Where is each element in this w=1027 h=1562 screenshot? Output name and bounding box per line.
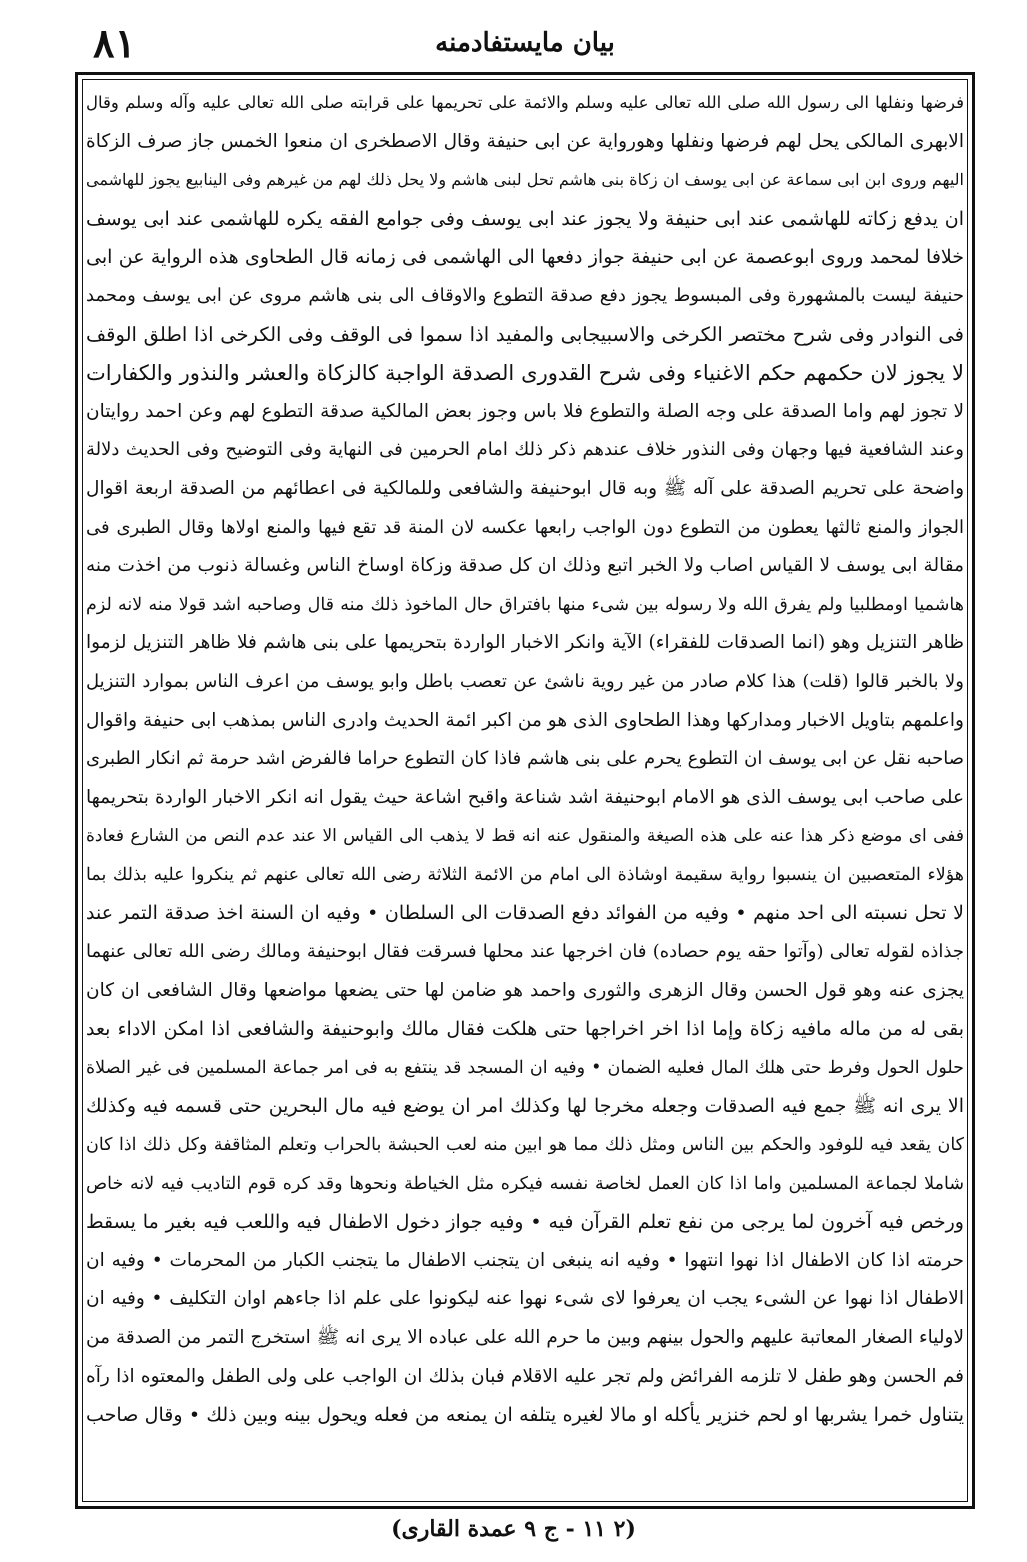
text-line: بقى له من ماله مافيه زكاة وإما اذا اخر اخراجها حتى هلكت فقال مالك وابوحنيفة والشافعى اذا امكن الاداء بعد (86, 1018, 964, 1041)
text-line: على صاحب ابى يوسف الذى هو الامام ابوحنيفة اشد شناعة واقبح اشاعة حيث يقول انه انكر الاخبار الواردة بتحريمها (86, 786, 964, 808)
body-text (86, 84, 964, 1435)
text-line: لا تحل نسبته الى احد منهم • وفيه من الفوائد دفع الصدقات الى السلطان • وفيه ان السنة اخذ صدقة التمر عند (86, 902, 964, 925)
text-line: ان يدفع زكاته للهاشمى عند ابى حنيفة ولا يجوز عند ابى يوسف وفى جوامع الفقه يكره للهاشمى عند ابى يوسف (86, 207, 964, 230)
running-title: بيان مايستفادمنه (435, 28, 615, 58)
text-line: واعلمهم بتاويل الاخبار ومداركها وهذا الطحاوى الذى هو من اكبر ائمة الحديث وادرى الناس بمذهب ابى حنيفة واقوال (86, 709, 964, 731)
page-footer: (٢ ١١ - ج ٩ عمدة القارى) (391, 1516, 636, 1542)
text-line: صاحبه نقل عن ابى يوسف ان التطوع يحرم على بنى هاشم فاذا كان التطوع حراما فالفرض اشد حرمة ثم انكار الطبرى (86, 748, 964, 770)
text-line: خلافا لمحمد وروى ابوعصمة عن ابى حنيفة جواز دفعها الى الهاشمى فى زمانه قال الطحاوى هذه الرواية عن ابى (86, 246, 964, 269)
text-line: حلول الحول وفرط حتى هلك المال فعليه الضمان • وفيه ان المسجد قد ينتفع به فى امر جماعة المسلمين فى غير الصلاة (86, 1057, 964, 1078)
text-line: الاطفال اذا نهوا عن الشىء يجب ان يعرفوا لاى شىء نهوا عنه ليكونوا على علم اذا جاءهم اوان التكليف • وفيه ان (86, 1288, 964, 1310)
page-number: ٨١ (93, 20, 136, 67)
text-line: كان يقعد فيه للوفود والحكم بين الناس ومثل ذلك مما هو ابين منه لعب الحبشة بالحراب وتعلم المثاقفة وكل ذلك اذا كان (86, 1135, 964, 1156)
text-line: لاولياء الصغار المعاتبة عليهم والحول بينهم وبين ما حرم الله على عباده الا يرى انه ﷺ استخرج التمر من الصدقة من (86, 1327, 964, 1348)
text-line: يتناول خمرا يشربها او لحم خنزير يأكله او مالا لغيره يتلفه ان يمنعه من فعله ويحول بينه وبين ذلك • وقال صاحب (86, 1404, 964, 1427)
text-line: فرضها ونفلها الى رسول الله صلى الله تعالى عليه وسلم والائمة على تحريمها على قرابته صلى الله تعالى عليه وآله وسلم وقال (86, 93, 964, 112)
text-line: هؤلاء المتعصبين ان ينسبوا رواية سقيمة اوشاذة الى امام من الائمة الثلاثة رضى الله تعالى عنهم ثم ينكروا عليه بذلك بما (86, 864, 964, 885)
text-line: فى النوادر وفى شرح مختصر الكرخى والاسبيجابى والمفيد اذا سموا فى الوقف وفى الكرخى اذا اطلق الوقف (86, 322, 964, 346)
text-line: ولا بالخبر قالوا (قلت) هذا كلام صادر من غير روية ناشئ عن تعصب باطل وابو يوسف من اعرف الناس بموارد التنزيل (86, 670, 964, 692)
text-line: هاشميا اومطلبيا ولم يفرق الله ولا رسوله بين شىء منها بافتراق حال الماخوذ ذلك منه قال وصاحبه اشد قولا منه لانه لزم (86, 594, 964, 615)
text-line: مقالة ابى يوسف لا القياس اصاب ولا الخبر اتبع وذلك ان كل صدقة وزكاة اوساخ الناس وغسالة ذنوب من اخذت منه (86, 555, 964, 577)
text-line: ففى اى موضع ذكر هذا عنه على هذه الصيغة والمنقول عنه انه قط لا يذهب الى القياس الا عند عدم النص من الشارع فعادة (86, 826, 964, 847)
text-line: وعند الشافعية فيها وجهان وفى النذور خلاف عندهم ذكر ذلك امام الحرمين فى النهاية وفى التوضيح وفى الحديث دلالة (86, 439, 964, 461)
text-line: لا يجوز لان حكمهم حكم الاغنياء وفى شرح القدورى الصدقة الواجبة كالزكاة والعشر والنذور والكفارات (86, 361, 964, 386)
text-line: حنيفة ليست بالمشهورة وفى المبسوط يجوز دفع صدقة التطوع والاوقاف الى بنى هاشم مروى عن ابى يوسف ومحمد (86, 284, 964, 306)
text-line: حرمته اذا كان الاطفال اذا نهوا انتهوا • وفيه انه ينبغى ان يتجنب الاطفال ما يتجنب الكبار من المحرمات • وفيه ان (86, 1249, 964, 1271)
text-line: الا يرى انه ﷺ جمع فيه الصدقات وجعله مخرجا لها وكذلك امر ان يوضع فيه مال البحرين حتى قسمه فيه وكذلك (86, 1095, 964, 1118)
text-line: الجواز والمنع ثالثها يعطون من التطوع دون الواجب رابعها عكسه لان المنة قد تقع فيها والمنع اولاها وقال الطبرى فى (86, 516, 964, 538)
text-line: ظاهر التنزيل وهو (انما الصدقات للفقراء) الآية وانكر الاخبار الواردة بتحريمها على بنى هاشم فلا ظاهر التنزيل لزموا (86, 632, 964, 654)
text-line: فم الحسن وهو طفل لا تلزمه الفرائض ولم تجر عليه الاقلام فبان بذلك ان الواجب على ولى الطفل والمعتوه اذا رآه (86, 1365, 964, 1387)
text-line: اليهم وروى ابن ابى سماعة عن ابى يوسف ان زكاة بنى هاشم تحل لبنى هاشم ولا يحل ذلك لهم من غيرهم وفى الينابيع يجوز للهاشمى (86, 170, 964, 190)
text-line: يجزى عنه وهو قول الحسن وقال الزهرى والثورى واحمد هو ضامن لها حتى يضعها مواضعها وقال الشافعى ان كان (86, 979, 964, 1001)
text-line: شاملا لجماعة المسلمين واما اذا كان العمل لخاصة نفسه فيكره مثل الخياطة ونحوها وقد كره قوم التاديب فيه لانه خاص (86, 1173, 964, 1194)
text-line: جذاذه لقوله تعالى (وآتوا حقه يوم حصاده) فان اخرجها عند محلها فسرقت فقال ابوحنيفة ومالك رضى الله تعالى عنهما (86, 941, 964, 963)
text-line: ورخص فيه آخرون لما يرجى من نفع تعلم القرآن فيه • وفيه جواز دخول الاطفال فيه واللعب فيه بغير ما يسقط (86, 1211, 964, 1234)
text-line: واضحة على تحريم الصدقة على آله ﷺ وبه قال ابوحنيفة والشافعى وللمالكية فى اعطائهم من الصدقة اربعة اقوال (86, 477, 964, 499)
page-header (75, 20, 975, 68)
text-line: الابهرى المالكى يحل لهم فرضها ونفلها وهورواية عن ابى حنيفة وقال الاصطخرى ان منعوا الخمس جاز صرف الزكاة (86, 130, 964, 152)
text-line: لا تجوز لهم واما الصدقة على وجه الصلة والتطوع فلا باس وجوز بعض المالكية صدقة التطوع لهم وعن احمد روايتان (86, 400, 964, 422)
